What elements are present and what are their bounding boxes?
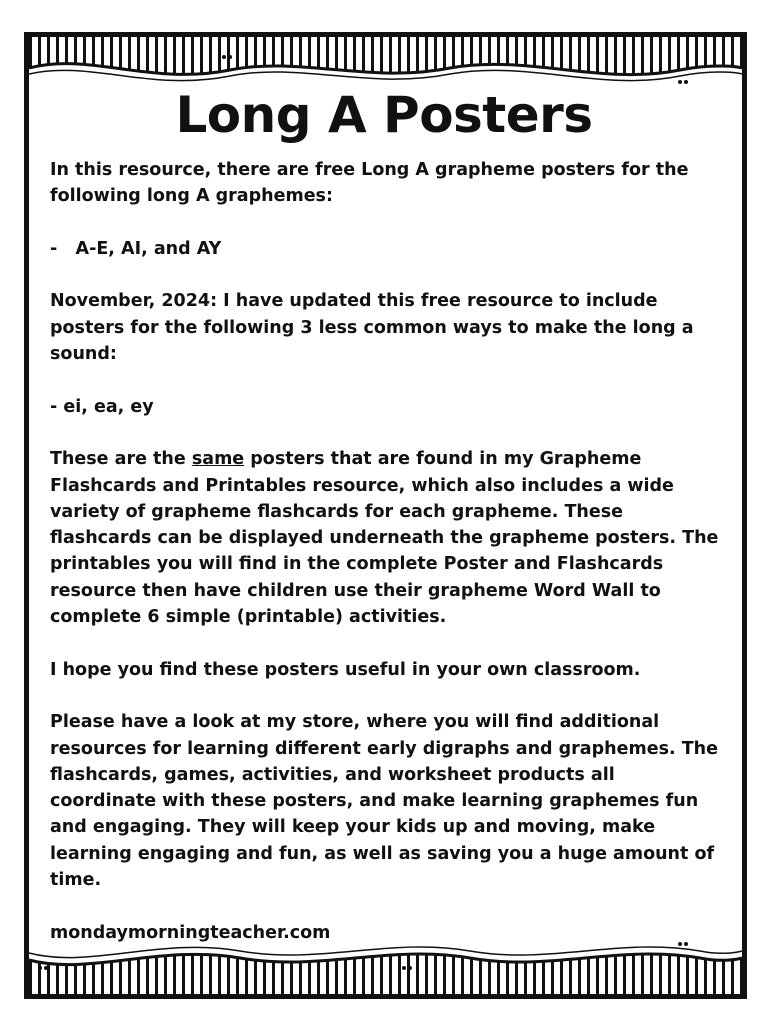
document-body (50, 157, 725, 972)
update-note-paragraph: November, 2024: I have updated this free resource to include posters for the following 3 less common ways to make the long a sound: (50, 291, 694, 365)
graphemes-list-line: - A-E, AI, and AY (50, 238, 222, 259)
same-emphasis: same (191, 449, 245, 470)
same-posters-paragraph (50, 446, 725, 630)
store-paragraph: Please have a look at my store, where you will find additional resources for learning different early digraphs and graphemes. The flashcards, games, activities, and worksheet products all coordinate with these posters, and make learning graphemes fun and engaging. They will keep your kids up and moving, make learning engaging and fun, as well as saving you a huge amount of time. (50, 712, 718, 891)
same-paragraph-start: These are the (50, 449, 192, 470)
less-common-graphemes-line: - ei, ea, ey (50, 396, 154, 417)
intro-paragraph: In this resource, there are free Long A grapheme posters for the following long A graphemes: (50, 160, 689, 207)
same-paragraph-rest: posters that are found in my Grapheme Flashcards and Printables resource, which also includes a wide variety of grapheme flashcards for each grapheme. These flashcards can be displayed underneath the grapheme posters. The printables you will find in the complete Poster and Flashcards resource then have children use their grapheme Word Wall to complete 6 simple (printable) activities. (50, 449, 719, 628)
hope-paragraph: I hope you find these posters useful in your own classroom. (50, 659, 641, 680)
website-link[interactable]: mondaymorningteacher.com (50, 922, 331, 943)
page-title: Long A Posters (175, 86, 593, 144)
